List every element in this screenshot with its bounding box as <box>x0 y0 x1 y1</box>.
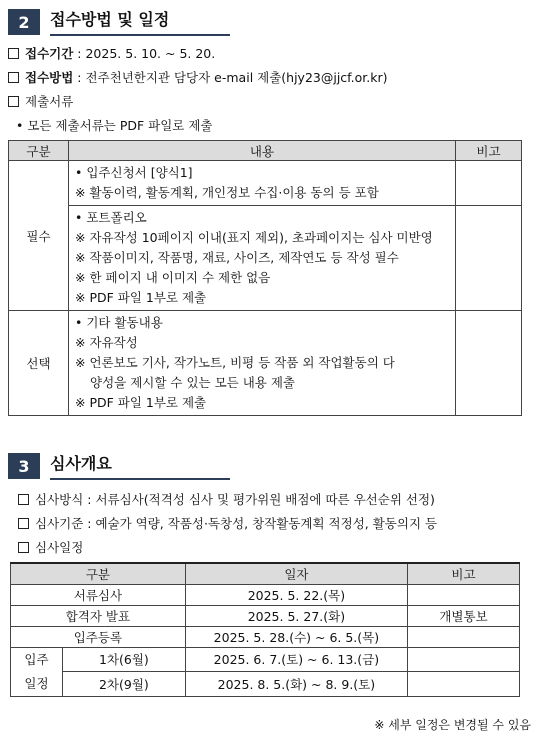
move-in-label <box>11 647 63 696</box>
row-note <box>456 206 522 311</box>
row-date: 2025. 5. 27.(화) <box>185 605 407 626</box>
header-note: 비고 <box>456 141 522 161</box>
schedule-table <box>10 562 520 697</box>
header-content: 내용 <box>69 141 456 161</box>
row-content <box>69 161 456 206</box>
list-item: ※ 한 페이지 내 이미지 수 제한 없음 <box>75 270 271 285</box>
checkbox-icon <box>18 494 29 505</box>
checkbox-icon <box>8 72 19 83</box>
table-row <box>11 672 520 697</box>
table-row <box>11 584 520 605</box>
table-row <box>11 626 520 647</box>
move-in-label-line: 일정 <box>24 675 49 691</box>
optional-label: 선택 <box>9 311 69 416</box>
row-note <box>408 584 520 605</box>
checkbox-icon <box>8 96 19 107</box>
row-note <box>408 647 520 672</box>
row-note <box>408 626 520 647</box>
list-item: ※ 자유작성 <box>75 335 138 350</box>
method-label: 접수방법 <box>25 70 74 85</box>
row-term: 2차(9월) <box>63 672 186 697</box>
method-line <box>8 68 388 86</box>
review-method-line <box>18 490 435 508</box>
required-label: 필수 <box>9 161 69 311</box>
list-item: ※ 작품이미지, 작품명, 재료, 사이즈, 제작연도 등 작성 필수 <box>75 250 399 265</box>
table-row <box>11 605 520 626</box>
method-value: : 전주천년한지관 담당자 e-mail 제출(hjy23@jjcf.or.kr) <box>77 70 388 85</box>
section-2-header <box>8 8 230 36</box>
header-date: 일자 <box>185 563 407 584</box>
footnote: ※ 세부 일정은 변경될 수 있음 <box>374 718 531 732</box>
list-item: ※ 언론보도 기사, 작가노트, 비평 등 작품 외 작업활동의 다 <box>75 355 395 370</box>
row-category: 합격자 발표 <box>11 605 186 626</box>
section-3-header <box>8 452 230 480</box>
section-title: 접수방법 및 일정 <box>50 8 230 36</box>
checkbox-icon <box>8 48 19 59</box>
row-note <box>456 311 522 416</box>
review-criteria-text: 심사기준 : 예술가 역량, 작품성·독창성, 창작활동계획 적정성, 활동의지 등 <box>35 516 438 531</box>
table-row <box>11 647 520 672</box>
row-term: 1차(6월) <box>63 647 186 672</box>
header-category: 구분 <box>11 563 186 584</box>
header-note: 비고 <box>408 563 520 584</box>
table-row <box>9 161 522 206</box>
period-label: 접수기간 <box>25 46 74 61</box>
row-date: 2025. 5. 22.(목) <box>185 584 407 605</box>
row-note <box>408 672 520 697</box>
table-row <box>9 206 522 311</box>
docs-line <box>8 92 73 110</box>
row-note <box>456 161 522 206</box>
move-in-label-line: 입주 <box>24 651 49 667</box>
docs-label: 제출서류 <box>25 94 74 109</box>
row-date: 2025. 8. 5.(화) ~ 8. 9.(토) <box>185 672 407 697</box>
section-title: 심사개요 <box>50 452 230 480</box>
review-method-text: 심사방식 : 서류심사(적격성 심사 및 평가위원 배점에 따른 우선순위 선정) <box>35 492 435 507</box>
table-header-row <box>9 141 522 161</box>
row-category: 서류심사 <box>11 584 186 605</box>
period-line <box>8 44 215 62</box>
row-content <box>69 206 456 311</box>
docs-bullet: • 모든 제출서류는 PDF 파일로 제출 <box>16 118 213 133</box>
list-item: • 기타 활동내용 <box>75 315 163 330</box>
section-number: 2 <box>8 9 40 35</box>
table-header-row <box>11 563 520 584</box>
list-item: ※ PDF 파일 1부로 제출 <box>75 395 207 410</box>
list-item: ※ 활동이력, 활동계획, 개인정보 수집·이용 동의 등 포함 <box>75 185 379 200</box>
header-category: 구분 <box>9 141 69 161</box>
checkbox-icon <box>18 542 29 553</box>
row-note: 개별통보 <box>408 605 520 626</box>
list-item: ※ 자유작성 10페이지 이내(표지 제외), 초과페이지는 심사 미반영 <box>75 230 433 245</box>
submission-table <box>8 140 522 416</box>
list-item: 양성을 제시할 수 있는 모든 내용 제출 <box>90 375 295 390</box>
checkbox-icon <box>18 518 29 529</box>
review-schedule-label: 심사일정 <box>35 540 84 555</box>
review-criteria-line <box>18 514 437 532</box>
table-row <box>9 311 522 416</box>
row-content <box>69 311 456 416</box>
list-item: • 입주신청서 [양식1] <box>75 165 193 180</box>
section-number: 3 <box>8 453 40 479</box>
list-item: • 포트폴리오 <box>75 210 147 225</box>
row-date: 2025. 6. 7.(토) ~ 6. 13.(금) <box>185 647 407 672</box>
list-item: ※ PDF 파일 1부로 제출 <box>75 290 207 305</box>
review-schedule-line <box>18 538 83 556</box>
row-date: 2025. 5. 28.(수) ~ 6. 5.(목) <box>185 626 407 647</box>
period-value: : 2025. 5. 10. ~ 5. 20. <box>77 46 216 61</box>
row-category: 입주등록 <box>11 626 186 647</box>
